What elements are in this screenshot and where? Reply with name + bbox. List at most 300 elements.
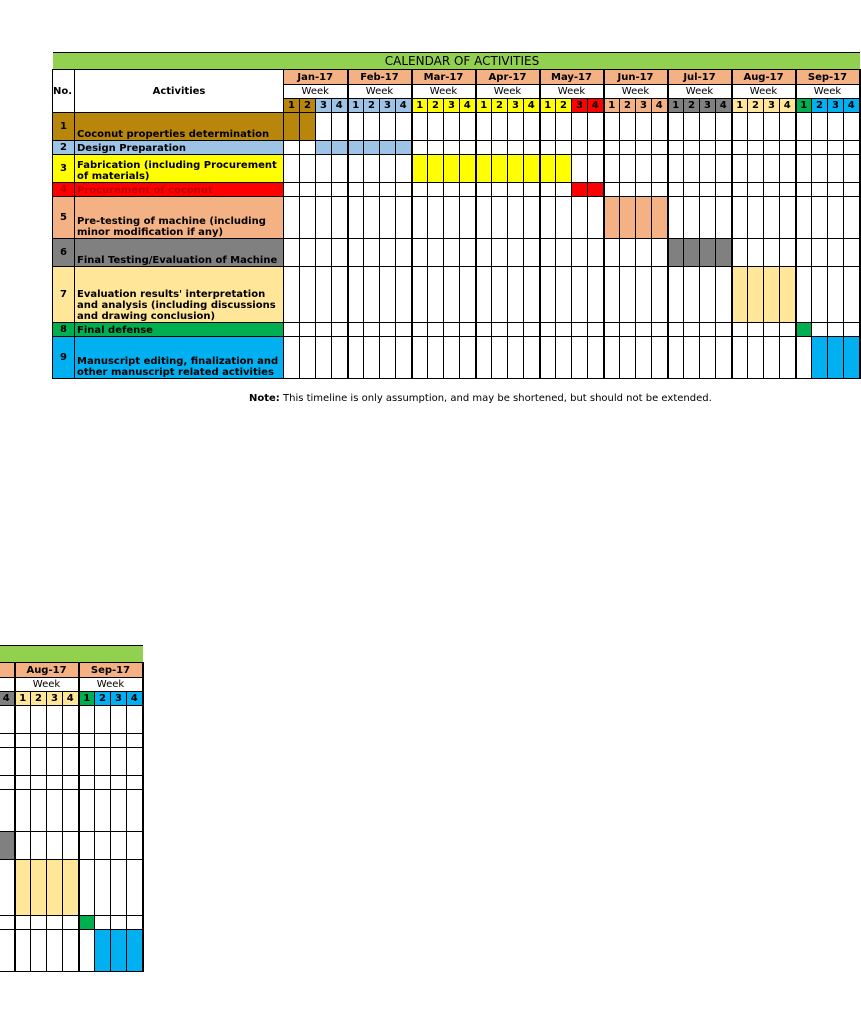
schedule-cell-filled — [780, 267, 796, 323]
schedule-cell — [524, 323, 540, 337]
schedule-cell — [620, 239, 636, 267]
week-number: 4 — [127, 692, 143, 706]
schedule-cell — [556, 337, 572, 379]
schedule-cell — [444, 113, 460, 141]
schedule-cell — [684, 267, 700, 323]
schedule-cell — [668, 323, 684, 337]
schedule-cell — [396, 239, 412, 267]
schedule-cell — [556, 113, 572, 141]
week-label: Week — [15, 678, 79, 692]
schedule-cell — [796, 155, 812, 183]
schedule-cell-filled — [748, 267, 764, 323]
schedule-cell — [476, 337, 492, 379]
schedule-cell — [316, 323, 332, 337]
schedule-cell — [79, 706, 95, 734]
schedule-cell — [95, 706, 111, 734]
schedule-cell — [95, 916, 111, 930]
schedule-cell — [604, 155, 620, 183]
schedule-cell — [812, 323, 828, 337]
schedule-cell — [508, 113, 524, 141]
schedule-cell — [332, 239, 348, 267]
week-label: Week — [412, 85, 476, 99]
schedule-cell — [444, 183, 460, 197]
schedule-cell — [652, 239, 668, 267]
schedule-cell — [47, 748, 63, 776]
schedule-cell-filled — [364, 141, 380, 155]
schedule-cell — [111, 706, 127, 734]
schedule-cell — [364, 337, 380, 379]
schedule-cell — [508, 239, 524, 267]
schedule-cell-filled — [572, 183, 588, 197]
schedule-cell — [444, 239, 460, 267]
schedule-cell — [524, 337, 540, 379]
activity-row — [0, 860, 143, 916]
schedule-cell-filled — [524, 155, 540, 183]
schedule-cell-filled — [764, 267, 780, 323]
schedule-cell — [748, 323, 764, 337]
schedule-cell — [63, 748, 79, 776]
schedule-cell — [716, 155, 732, 183]
schedule-cell — [540, 183, 556, 197]
schedule-cell — [764, 323, 780, 337]
schedule-cell — [684, 183, 700, 197]
schedule-cell — [540, 337, 556, 379]
schedule-cell — [796, 337, 812, 379]
schedule-cell-filled — [396, 141, 412, 155]
schedule-cell — [428, 197, 444, 239]
schedule-cell — [15, 748, 31, 776]
activity-name: Final Testing/Evaluation of Machine — [75, 239, 284, 267]
schedule-cell — [764, 113, 780, 141]
activity-row — [0, 776, 143, 790]
schedule-cell-filled — [47, 860, 63, 916]
schedule-cell — [444, 141, 460, 155]
schedule-cell — [844, 183, 860, 197]
activity-number: 5 — [53, 197, 75, 239]
week-number: 1 — [348, 99, 364, 113]
week-number: 3 — [47, 692, 63, 706]
schedule-cell — [428, 113, 444, 141]
activity-row — [53, 267, 860, 323]
note-text-page-2 — [0, 987, 218, 998]
schedule-cell — [47, 776, 63, 790]
schedule-cell — [444, 267, 460, 323]
schedule-cell — [492, 267, 508, 323]
schedule-cell — [636, 113, 652, 141]
schedule-cell — [716, 323, 732, 337]
schedule-cell — [636, 239, 652, 267]
schedule-cell — [316, 337, 332, 379]
schedule-cell — [364, 267, 380, 323]
schedule-cell — [716, 141, 732, 155]
schedule-cell — [748, 183, 764, 197]
schedule-cell — [348, 183, 364, 197]
schedule-cell — [716, 113, 732, 141]
week-number: 2 — [684, 99, 700, 113]
header-activities: Activities — [75, 70, 284, 113]
schedule-cell — [0, 790, 15, 832]
month-header: Sep-17 — [796, 70, 860, 85]
schedule-cell — [428, 239, 444, 267]
schedule-cell — [636, 155, 652, 183]
week-number: 4 — [524, 99, 540, 113]
activity-row — [0, 748, 143, 776]
week-number: 1 — [79, 692, 95, 706]
schedule-cell — [668, 155, 684, 183]
schedule-cell — [332, 113, 348, 141]
activity-name: Fabrication (including Procurement of materials) — [75, 155, 284, 183]
schedule-cell — [572, 155, 588, 183]
schedule-cell — [524, 197, 540, 239]
schedule-cell — [79, 930, 95, 972]
schedule-cell — [492, 323, 508, 337]
schedule-cell — [0, 930, 15, 972]
schedule-cell — [492, 197, 508, 239]
schedule-cell — [492, 183, 508, 197]
schedule-cell — [47, 930, 63, 972]
activity-number: 7 — [53, 267, 75, 323]
week-label: Week — [348, 85, 412, 99]
schedule-cell — [700, 197, 716, 239]
schedule-cell — [95, 790, 111, 832]
schedule-cell-filled — [492, 155, 508, 183]
schedule-cell — [540, 239, 556, 267]
calendar-table-continued — [0, 645, 144, 972]
week-number: 1 — [15, 692, 31, 706]
schedule-cell — [31, 776, 47, 790]
schedule-cell — [572, 113, 588, 141]
schedule-cell — [828, 155, 844, 183]
schedule-cell — [604, 323, 620, 337]
schedule-cell — [588, 337, 604, 379]
activity-number: 8 — [53, 323, 75, 337]
schedule-cell — [348, 337, 364, 379]
week-number: 1 — [284, 99, 300, 113]
schedule-cell — [812, 183, 828, 197]
schedule-cell — [652, 183, 668, 197]
schedule-cell — [396, 197, 412, 239]
schedule-cell — [15, 930, 31, 972]
schedule-cell — [508, 197, 524, 239]
schedule-cell — [732, 323, 748, 337]
schedule-cell — [604, 113, 620, 141]
schedule-cell — [396, 113, 412, 141]
schedule-cell — [284, 337, 300, 379]
schedule-cell — [748, 197, 764, 239]
schedule-cell — [79, 748, 95, 776]
month-header: Jun-17 — [604, 70, 668, 85]
schedule-cell — [636, 141, 652, 155]
schedule-cell — [31, 790, 47, 832]
schedule-cell — [700, 113, 716, 141]
schedule-cell — [700, 155, 716, 183]
activity-row — [53, 323, 860, 337]
schedule-cell — [700, 267, 716, 323]
schedule-cell — [0, 706, 15, 734]
schedule-cell — [764, 141, 780, 155]
schedule-cell-filled — [300, 113, 316, 141]
schedule-cell-filled — [684, 239, 700, 267]
schedule-cell — [460, 239, 476, 267]
schedule-cell-filled — [540, 155, 556, 183]
schedule-cell — [588, 239, 604, 267]
schedule-cell — [780, 197, 796, 239]
schedule-cell — [540, 113, 556, 141]
month-header: Mar-17 — [412, 70, 476, 85]
schedule-cell — [828, 267, 844, 323]
schedule-cell — [127, 706, 143, 734]
schedule-cell — [284, 323, 300, 337]
schedule-cell — [63, 916, 79, 930]
schedule-cell — [700, 337, 716, 379]
schedule-cell — [79, 832, 95, 860]
schedule-cell — [396, 183, 412, 197]
week-number: 4 — [588, 99, 604, 113]
schedule-cell — [300, 267, 316, 323]
schedule-cell-filled — [812, 337, 828, 379]
schedule-cell — [476, 267, 492, 323]
schedule-cell — [652, 113, 668, 141]
schedule-cell — [620, 323, 636, 337]
week-number: 2 — [812, 99, 828, 113]
schedule-cell — [476, 183, 492, 197]
schedule-cell — [732, 239, 748, 267]
schedule-cell — [684, 113, 700, 141]
schedule-cell — [300, 239, 316, 267]
schedule-cell — [284, 197, 300, 239]
schedule-cell — [300, 323, 316, 337]
week-number: 1 — [796, 99, 812, 113]
week-number: 4 — [396, 99, 412, 113]
activity-row — [0, 832, 143, 860]
schedule-cell-filled — [668, 239, 684, 267]
schedule-cell — [652, 267, 668, 323]
activity-name: Final defense — [75, 323, 284, 337]
schedule-cell — [636, 337, 652, 379]
schedule-cell — [524, 239, 540, 267]
activity-number: 4 — [53, 183, 75, 197]
schedule-cell — [780, 141, 796, 155]
schedule-cell — [348, 239, 364, 267]
schedule-cell — [460, 183, 476, 197]
schedule-cell — [380, 113, 396, 141]
schedule-cell — [0, 916, 15, 930]
schedule-cell — [332, 155, 348, 183]
week-number: 1 — [476, 99, 492, 113]
schedule-cell — [127, 860, 143, 916]
schedule-cell — [428, 323, 444, 337]
schedule-cell — [684, 323, 700, 337]
schedule-cell — [812, 239, 828, 267]
schedule-cell-filled — [15, 860, 31, 916]
week-label: Week — [796, 85, 860, 99]
schedule-cell — [127, 776, 143, 790]
schedule-cell — [796, 267, 812, 323]
schedule-cell — [684, 197, 700, 239]
schedule-cell — [700, 141, 716, 155]
schedule-cell — [15, 706, 31, 734]
calendar-table — [52, 52, 861, 379]
schedule-cell — [15, 776, 31, 790]
schedule-cell — [684, 337, 700, 379]
schedule-cell — [764, 155, 780, 183]
schedule-cell — [620, 113, 636, 141]
schedule-cell — [668, 141, 684, 155]
week-number: 4 — [844, 99, 860, 113]
schedule-cell — [63, 790, 79, 832]
week-number: 3 — [572, 99, 588, 113]
schedule-cell-filled — [716, 239, 732, 267]
schedule-cell — [364, 155, 380, 183]
activity-number: 6 — [53, 239, 75, 267]
schedule-cell — [652, 155, 668, 183]
schedule-cell — [796, 113, 812, 141]
schedule-cell — [732, 197, 748, 239]
schedule-cell — [604, 239, 620, 267]
schedule-cell-filled — [63, 860, 79, 916]
schedule-cell — [508, 337, 524, 379]
schedule-cell — [684, 141, 700, 155]
week-label — [0, 678, 15, 692]
schedule-cell — [111, 734, 127, 748]
schedule-cell-filled — [79, 916, 95, 930]
week-number: 4 — [716, 99, 732, 113]
week-number: 2 — [31, 692, 47, 706]
schedule-cell — [364, 323, 380, 337]
schedule-cell-filled — [588, 183, 604, 197]
schedule-cell — [284, 267, 300, 323]
schedule-cell — [508, 323, 524, 337]
schedule-cell — [380, 323, 396, 337]
schedule-cell — [620, 141, 636, 155]
calendar-table-host-continued — [0, 645, 144, 972]
week-number: 2 — [556, 99, 572, 113]
week-label: Week — [476, 85, 540, 99]
activity-number: 1 — [53, 113, 75, 141]
schedule-cell — [412, 267, 428, 323]
activity-row — [0, 706, 143, 734]
schedule-cell — [476, 113, 492, 141]
activity-row — [53, 155, 860, 183]
week-number: 2 — [364, 99, 380, 113]
schedule-cell — [508, 183, 524, 197]
schedule-cell-filled — [95, 930, 111, 972]
schedule-cell — [31, 832, 47, 860]
schedule-cell — [780, 155, 796, 183]
schedule-cell — [364, 239, 380, 267]
week-label: Week — [79, 678, 143, 692]
schedule-cell — [476, 323, 492, 337]
schedule-cell — [764, 239, 780, 267]
schedule-cell — [476, 141, 492, 155]
schedule-cell — [844, 141, 860, 155]
schedule-cell-filled — [844, 337, 860, 379]
schedule-cell — [79, 790, 95, 832]
schedule-cell — [524, 183, 540, 197]
week-label: Week — [732, 85, 796, 99]
schedule-cell — [588, 197, 604, 239]
schedule-cell — [716, 197, 732, 239]
schedule-cell — [636, 183, 652, 197]
schedule-cell — [668, 337, 684, 379]
schedule-cell-filled — [700, 239, 716, 267]
schedule-cell — [492, 239, 508, 267]
schedule-cell — [604, 183, 620, 197]
schedule-cell — [47, 916, 63, 930]
schedule-cell — [31, 916, 47, 930]
month-header: Aug-17 — [15, 663, 79, 678]
schedule-cell — [428, 337, 444, 379]
schedule-cell — [63, 832, 79, 860]
note-text-page-1 — [249, 393, 712, 404]
schedule-cell — [492, 113, 508, 141]
schedule-cell — [732, 337, 748, 379]
month-header: Apr-17 — [476, 70, 540, 85]
schedule-cell — [732, 141, 748, 155]
schedule-cell — [332, 267, 348, 323]
schedule-cell-filled — [348, 141, 364, 155]
schedule-cell — [31, 706, 47, 734]
schedule-cell — [844, 113, 860, 141]
calendar-page-2 — [0, 645, 218, 1001]
schedule-cell — [620, 337, 636, 379]
schedule-cell — [380, 183, 396, 197]
week-number: 2 — [748, 99, 764, 113]
week-number: 3 — [508, 99, 524, 113]
schedule-cell — [316, 267, 332, 323]
schedule-cell — [332, 323, 348, 337]
week-number: 1 — [604, 99, 620, 113]
activity-name: Design Preparation — [75, 141, 284, 155]
week-label: Week — [540, 85, 604, 99]
schedule-cell — [79, 734, 95, 748]
schedule-cell — [79, 776, 95, 790]
schedule-cell-filled — [636, 197, 652, 239]
week-number: 4 — [0, 692, 15, 706]
schedule-cell — [572, 323, 588, 337]
schedule-cell — [111, 790, 127, 832]
schedule-cell — [460, 197, 476, 239]
schedule-cell — [316, 183, 332, 197]
title-bar — [0, 646, 143, 663]
schedule-cell — [780, 113, 796, 141]
schedule-cell — [716, 337, 732, 379]
activity-row — [53, 183, 860, 197]
month-header — [0, 663, 15, 678]
activity-name: Pre-testing of machine (including minor modification if any) — [75, 197, 284, 239]
schedule-cell-filled — [828, 337, 844, 379]
schedule-cell — [15, 790, 31, 832]
schedule-cell — [588, 267, 604, 323]
schedule-cell — [780, 239, 796, 267]
schedule-cell — [780, 337, 796, 379]
schedule-cell — [844, 155, 860, 183]
schedule-cell-filled — [316, 141, 332, 155]
schedule-cell — [524, 141, 540, 155]
schedule-cell — [716, 267, 732, 323]
schedule-cell — [764, 197, 780, 239]
week-label: Week — [668, 85, 732, 99]
week-number: 2 — [620, 99, 636, 113]
schedule-cell — [588, 155, 604, 183]
schedule-cell — [15, 916, 31, 930]
week-number: 4 — [332, 99, 348, 113]
schedule-cell — [732, 183, 748, 197]
note-label: Note: — [249, 393, 280, 404]
week-number: 4 — [652, 99, 668, 113]
schedule-cell — [444, 323, 460, 337]
schedule-cell — [428, 267, 444, 323]
